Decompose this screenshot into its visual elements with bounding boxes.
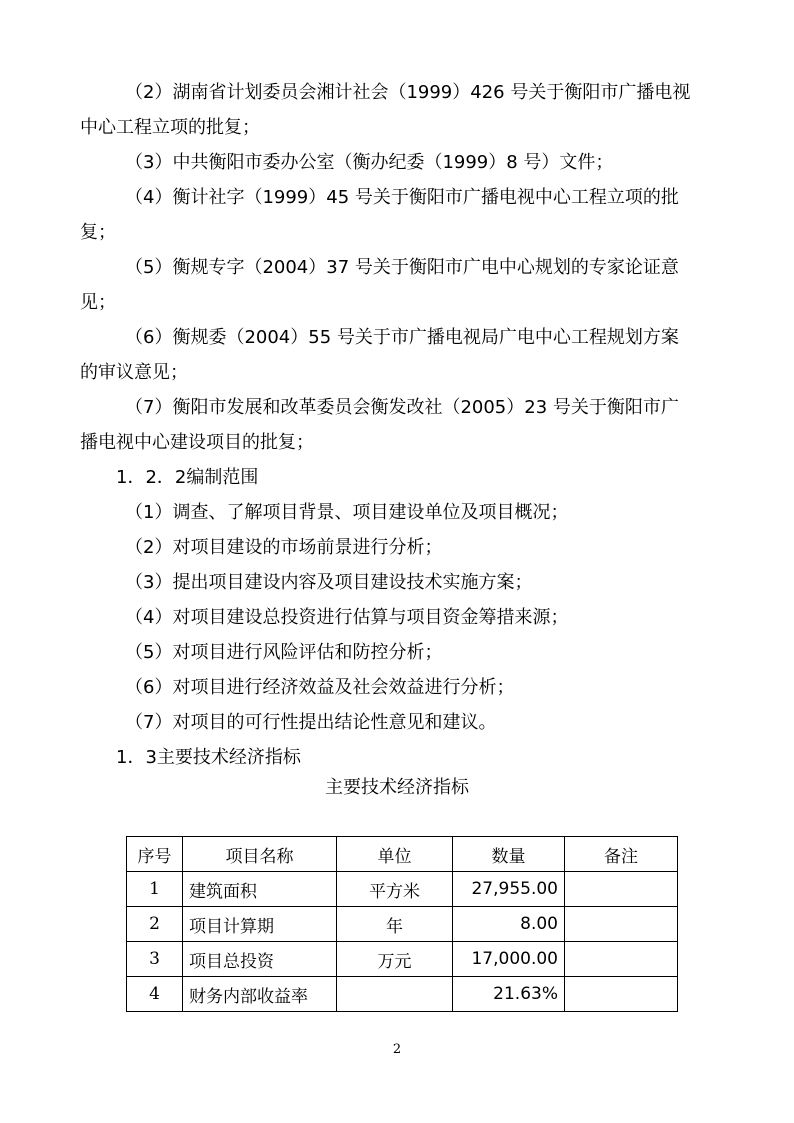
section-heading-1-3: 1．3主要技术经济指标 <box>116 747 301 768</box>
cell-remarks <box>565 977 678 1012</box>
page-number: 2 <box>392 1042 402 1057</box>
cell-quantity: 17,000.00 <box>453 942 565 977</box>
table-row <box>127 907 678 942</box>
basis-item-7-line-2: 播电视中心建设项目的批复； <box>80 432 314 453</box>
basis-item-4-line-1: （4）衡计社字（1999）45 号关于衡阳市广播电视中心工程立项的批 <box>125 187 679 208</box>
basis-item-5-line-1: （5）衡规专字（2004）37 号关于衡阳市广电中心规划的专家论证意 <box>125 257 679 278</box>
cell-unit: 万元 <box>337 942 453 977</box>
scope-item-3: （3）提出项目建设内容及项目建设技术实施方案； <box>125 572 533 593</box>
basis-item-7-line-1: （7）衡阳市发展和改革委员会衡发改社（2005）23 号关于衡阳市广 <box>125 397 679 418</box>
cell-seq: 1 <box>127 872 183 907</box>
cell-unit <box>337 977 453 1012</box>
scope-item-4: （4）对项目建设总投资进行估算与项目资金筹措来源； <box>125 607 569 628</box>
scope-item-6: （6）对项目进行经济效益及社会效益进行分析； <box>125 677 515 698</box>
header-seq: 序号 <box>127 837 183 872</box>
table-caption: 主要技术经济指标 <box>325 777 469 798</box>
cell-remarks <box>565 942 678 977</box>
section-heading-1-2-2: 1．2．2编制范围 <box>116 467 259 488</box>
scope-item-1: （1）调查、了解项目背景、项目建设单位及项目概况； <box>125 502 569 523</box>
header-name: 项目名称 <box>183 837 337 872</box>
cell-quantity: 21.63% <box>453 977 565 1012</box>
scope-item-7: （7）对项目的可行性提出结论性意见和建议。 <box>125 712 497 733</box>
cell-unit: 年 <box>337 907 453 942</box>
cell-name: 项目总投资 <box>183 942 337 977</box>
cell-remarks <box>565 907 678 942</box>
header-unit: 单位 <box>337 837 453 872</box>
scope-item-2: （2）对项目建设的市场前景进行分析； <box>125 537 443 558</box>
cell-quantity: 8.00 <box>453 907 565 942</box>
basis-item-3-line-1: （3）中共衡阳市委办公室（衡办纪委（1999）8 号）文件； <box>125 152 614 173</box>
table-row <box>127 872 678 907</box>
cell-seq: 3 <box>127 942 183 977</box>
header-quantity: 数量 <box>453 837 565 872</box>
cell-remarks <box>565 872 678 907</box>
basis-item-4-line-2: 复； <box>80 222 116 243</box>
table-header-row <box>127 837 678 872</box>
section-scope <box>80 460 720 775</box>
cell-name: 建筑面积 <box>183 872 337 907</box>
metrics-table <box>126 836 678 1012</box>
basis-item-2-line-1: （2）湖南省计划委员会湘计社会（1999）426 号关于衡阳市广播电视 <box>125 82 691 103</box>
basis-list <box>80 75 720 460</box>
scope-item-5: （5）对项目进行风险评估和防控分析； <box>125 642 443 663</box>
basis-item-6-line-1: （6）衡规委（2004）55 号关于市广播电视局广电中心工程规划方案 <box>125 327 679 348</box>
cell-quantity: 27,955.00 <box>453 872 565 907</box>
header-remarks: 备注 <box>565 837 678 872</box>
basis-item-6-line-2: 的审议意见； <box>80 362 188 383</box>
cell-seq: 4 <box>127 977 183 1012</box>
table-row <box>127 942 678 977</box>
basis-item-5-line-2: 见； <box>80 292 116 313</box>
cell-unit: 平方米 <box>337 872 453 907</box>
basis-item-2-line-2: 中心工程立项的批复； <box>80 117 260 138</box>
cell-seq: 2 <box>127 907 183 942</box>
table-row <box>127 977 678 1012</box>
cell-name: 项目计算期 <box>183 907 337 942</box>
cell-name: 财务内部收益率 <box>183 977 337 1012</box>
